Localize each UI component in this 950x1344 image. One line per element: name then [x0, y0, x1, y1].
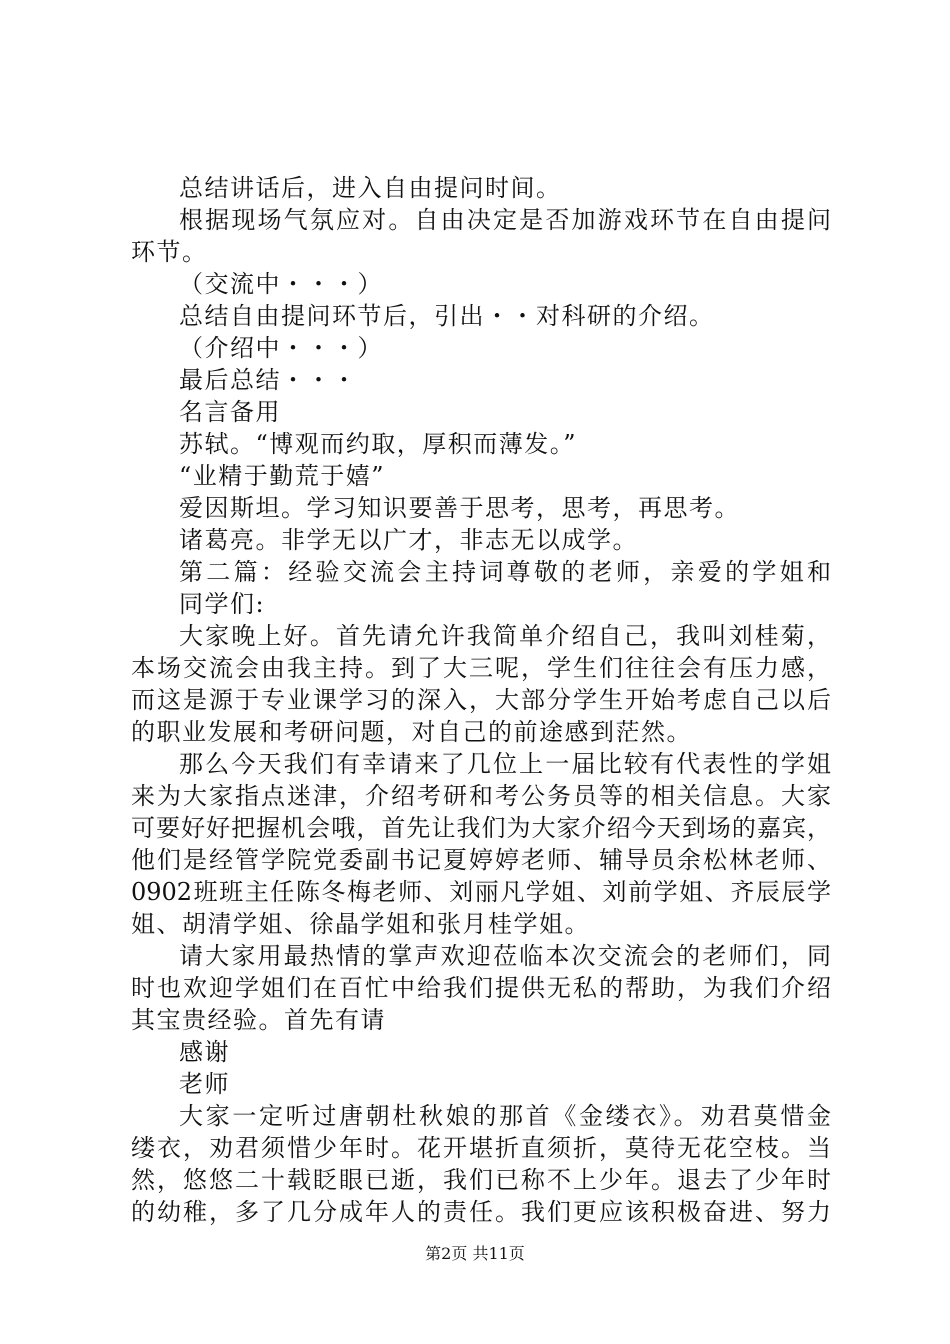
text-line: 总结自由提问环节后，引出・・对科研的介绍。: [179, 302, 715, 330]
text-line: 的幼稚，多了几分成年人的责任。我们更应该积极奋进、努力: [131, 1198, 831, 1226]
text-line: 姐、胡清学姐、徐晶学姐和张月桂学姐。: [131, 910, 590, 938]
text-line: 根据现场气氛应对。自由决定是否加游戏环节在自由提问: [179, 206, 831, 234]
text-line: 本场交流会由我主持。到了大三呢，学生们往往会有压力感，: [131, 654, 831, 682]
text-line: （介绍中・・・）: [179, 334, 383, 362]
text-line: 同学们:: [179, 590, 266, 618]
text-line: 苏轼。“博观而约取，厚积而薄发。”: [179, 430, 578, 458]
text-line: 的职业发展和考研问题，对自己的前途感到茫然。: [131, 718, 692, 746]
text-line: 最后总结・・・: [179, 366, 358, 394]
text-line: 请大家用最热情的掌声欢迎莅临本次交流会的老师们，同: [179, 942, 831, 970]
page-footer: 第2页 共11页: [425, 1244, 525, 1263]
text-line: 其宝贵经验。首先有请: [131, 1006, 386, 1034]
text-line: 大家晚上好。首先请允许我简单介绍自己，我叫刘桂菊，: [179, 622, 831, 650]
text-line: 爱因斯坦。学习知识要善于思考，思考，再思考。: [179, 494, 740, 522]
text-line: 名言备用: [179, 398, 281, 426]
text-line: 那么今天我们有幸请来了几位上一届比较有代表性的学姐: [179, 750, 831, 778]
text-line: 而这是源于专业课学习的深入，大部分学生开始考虑自己以后: [131, 686, 831, 714]
text-line: 来为大家指点迷津，介绍考研和考公务员等的相关信息。大家: [131, 782, 831, 810]
text-line: 总结讲话后，进入自由提问时间。: [179, 174, 562, 202]
text-line: 然，悠悠二十载眨眼已逝，我们已称不上少年。退去了少年时: [131, 1166, 831, 1194]
text-line: 诸葛亮。非学无以广才，非志无以成学。: [179, 526, 638, 554]
text-line: 缕衣，劝君须惜少年时。花开堪折直须折，莫待无花空枝。当: [131, 1134, 831, 1162]
text-line: 环节。: [131, 238, 208, 266]
text-line: 他们是经管学院党委副书记夏婷婷老师、辅导员余松林老师、: [131, 846, 831, 874]
text-line: 感谢: [179, 1038, 230, 1066]
text-line: 可要好好把握机会哦，首先让我们为大家介绍今天到场的嘉宾，: [131, 814, 831, 842]
text-line: 时也欢迎学姐们在百忙中给我们提供无私的帮助，为我们介绍: [131, 974, 831, 1002]
text-line: 老师: [179, 1070, 230, 1098]
document-body: [131, 172, 831, 1228]
text-line: 大家一定听过唐朝杜秋娘的那首《金缕衣》。劝君莫惜金: [179, 1102, 831, 1130]
text-line: “业精于勤荒于嬉”: [179, 462, 386, 490]
text-line: 0902班班主任陈冬梅老师、刘丽凡学姐、刘前学姐、齐辰辰学: [131, 878, 831, 906]
text-line: （交流中・・・）: [179, 270, 383, 298]
section-heading: 第二篇：经验交流会主持词尊敬的老师，亲爱的学姐和: [179, 558, 831, 586]
